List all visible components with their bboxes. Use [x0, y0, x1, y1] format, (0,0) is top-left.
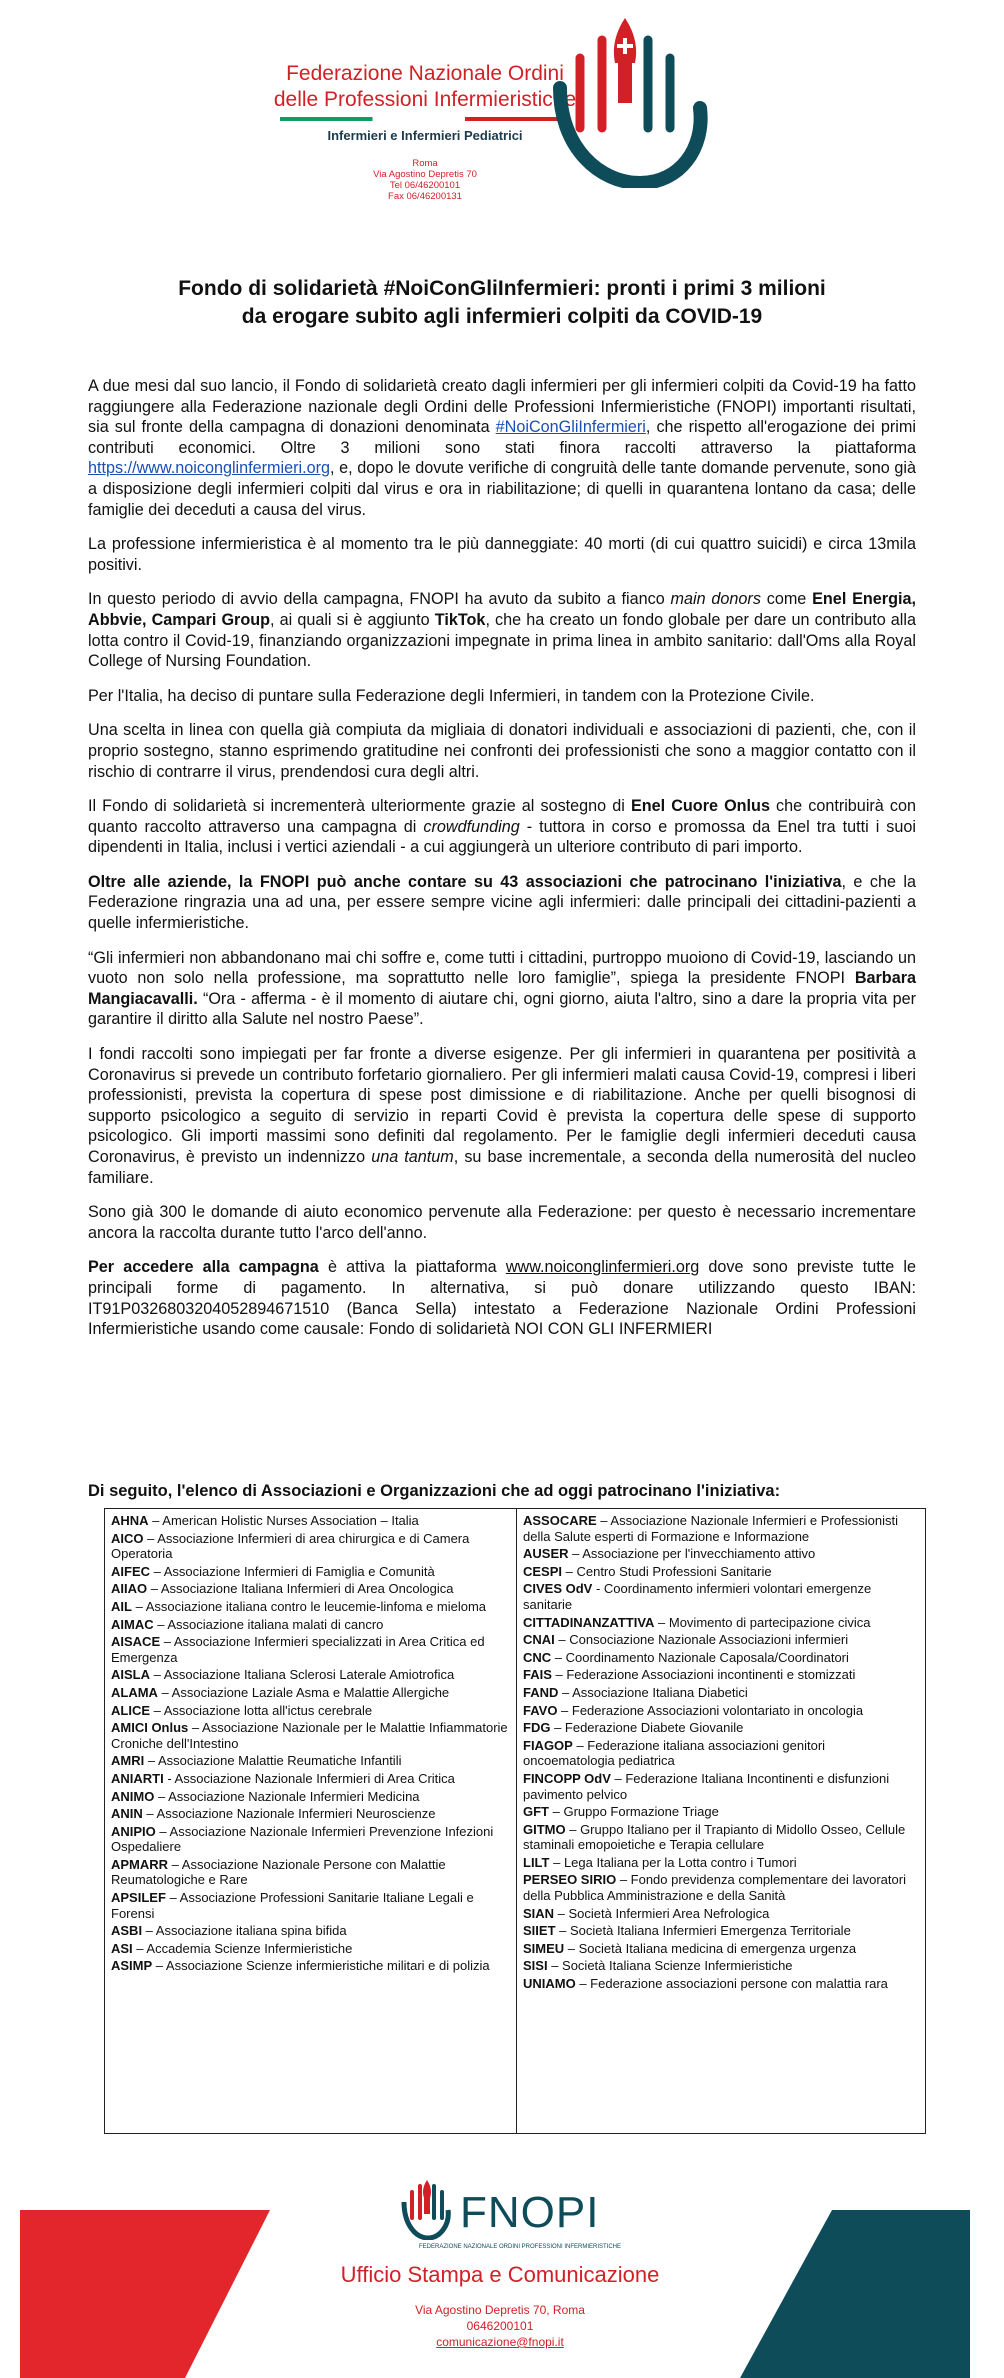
association-abbr: UNIAMO — [523, 1976, 576, 1992]
association-abbr: CNC — [523, 1649, 552, 1665]
associations-right-column — [517, 1509, 925, 2133]
association-entry — [523, 1720, 919, 1736]
text: In questo periodo di avvio della campagna, FNOPI ha avuto da subito a fianco — [88, 590, 671, 609]
association-entry — [111, 1531, 510, 1562]
footer-email[interactable]: comunicazione@fnopi.it — [436, 2335, 564, 2349]
association-entry — [111, 1890, 510, 1921]
association-entry — [523, 1581, 919, 1612]
association-entry — [523, 1546, 919, 1562]
association-name: – Federazione Associazioni volontariato in oncologia — [557, 1702, 864, 1718]
association-abbr: ASSOCARE — [523, 1513, 597, 1528]
org-subtitle: Infermieri e Infermieri Pediatrici — [327, 128, 523, 143]
association-name: – Associazione italiana spina bifida — [142, 1923, 347, 1939]
association-name: – Associazione Professioni Sanitarie Italiane Legali e Forensi — [111, 1890, 474, 1921]
address-street: Via Agostino Depretis 70 — [373, 169, 477, 180]
association-entry — [111, 1599, 510, 1615]
association-entry — [523, 1906, 919, 1922]
title-line1: Fondo di solidarietà #NoiConGliInfermieri: pronti i primi 3 milioni — [178, 277, 826, 300]
association-name: – Associazione Nazionale Infermieri Neuroscienze — [142, 1806, 436, 1822]
association-entry — [523, 1976, 919, 1992]
association-abbr: AISACE — [111, 1634, 161, 1650]
paragraph-11 — [88, 1257, 916, 1339]
association-name: – Federazione italiana associazioni genitori oncoematologia pediatrica — [523, 1737, 826, 1769]
paragraph-8 — [88, 948, 916, 1030]
association-entry — [111, 1581, 510, 1597]
association-entry — [523, 1923, 919, 1939]
text: , che rispetto all'erogazione dei primi contributi economici. Oltre 3 milioni sono stati finora raccolti attraverso la piattaforma — [88, 418, 916, 457]
tricolor-divider — [280, 117, 560, 121]
association-name: – Associazione Nazionale per le Malattie Infiammatorie Croniche dell'Intestino — [111, 1720, 508, 1751]
footer-address: Via Agostino Depretis 70, Roma — [415, 2303, 585, 2317]
press-release-body — [88, 376, 916, 1354]
association-abbr: AIIAO — [111, 1581, 148, 1597]
association-abbr: CESPI — [523, 1563, 563, 1579]
association-name: – Federazione Diabete Giovanile — [550, 1720, 744, 1736]
association-abbr: ALICE — [111, 1702, 150, 1718]
association-abbr: AICO — [111, 1530, 144, 1546]
association-abbr: AMRI — [111, 1753, 145, 1769]
press-office: Ufficio Stampa e Comunicazione — [340, 2262, 660, 2287]
title-line2: da erogare subito agli infermieri colpiti da COVID-19 — [241, 305, 763, 328]
association-name: – Associazione Infermieri di area chirurgica e di Camera Operatoria — [111, 1530, 470, 1562]
text: , che ha creato un fondo globale per dare un contributo alla lotta contro il Covid-19, finanziando organizzazioni impegnate in prima linea in ambito sanitario: dall'Oms alla Royal College of Nursing Foundation. — [88, 610, 917, 671]
association-entry — [523, 1738, 919, 1769]
association-name: – Accademia Scienze Infermieristiche — [132, 1940, 353, 1956]
enel-cuore: Enel Cuore Onlus — [630, 797, 770, 816]
president-name: Barbara Mangiacavalli. — [88, 969, 916, 1008]
footer — [0, 2150, 1004, 2378]
association-name: – Associazione Infermieri di Famiglia e Comunità — [150, 1563, 435, 1579]
association-entry — [523, 1822, 919, 1853]
associations-list-title: Di seguito, l'elenco di Associazioni e Organizzazioni che ad oggi patrocinano l'iniziativa: — [88, 1482, 781, 1500]
association-name: – Associazione Italiana Infermieri di Area Oncologica — [147, 1581, 454, 1597]
association-entry — [523, 1650, 919, 1666]
text: , e che la Federazione ringrazia una ad una, per essere sempre vicine agli infermieri: dalle principali dei cittadini-pazienti a quelle infermieristiche. — [88, 872, 916, 933]
association-abbr: ANIMO — [111, 1788, 155, 1804]
association-abbr: AHNA — [111, 1513, 149, 1528]
association-name: – Associazione Malattie Reumatiche Infantili — [144, 1753, 402, 1769]
association-name: – Associazione Scienze infermieristiche militari e di polizia — [152, 1958, 490, 1974]
association-abbr: ASI — [111, 1940, 133, 1956]
association-abbr: AUSER — [523, 1546, 569, 1562]
association-name: – Associazione italiana contro le leucemie-linfoma e mieloma — [131, 1598, 487, 1614]
association-name: – Gruppo Formazione Triage — [549, 1804, 719, 1820]
association-name: – Movimento di partecipazione civica — [654, 1614, 871, 1630]
association-abbr: SISI — [523, 1958, 548, 1974]
association-entry — [111, 1941, 510, 1957]
org-name-line2: delle Professioni Infermieristiche — [273, 88, 577, 111]
association-name: – Centro Studi Professioni Sanitarie — [562, 1563, 772, 1579]
association-name: – Società Infermieri Area Nefrologica — [554, 1905, 770, 1921]
emphasis: crowdfunding — [423, 817, 520, 836]
association-entry — [523, 1513, 919, 1544]
text: “Gli infermieri non abbandonano mai chi soffre e, come tutti i cittadini, purtroppo muoiono di Covid-19, lasciando un vuoto non solo nella professione, ma soprattutto nelle loro famiglie”, spiega la presidente FNOPI — [88, 948, 916, 988]
text: , ai quali si è aggiunto — [270, 610, 435, 629]
association-entry — [111, 1824, 510, 1855]
association-abbr: FAND — [523, 1684, 559, 1700]
association-entry — [111, 1667, 510, 1683]
letterhead — [0, 0, 1004, 230]
association-name: – Associazione Laziale Asma e Malattie Allergiche — [157, 1684, 450, 1700]
association-entry — [523, 1703, 919, 1719]
association-abbr: AIMAC — [111, 1616, 154, 1632]
association-abbr: AIL — [111, 1598, 132, 1614]
association-abbr: FINCOPP OdV — [523, 1770, 611, 1786]
association-name: – Federazione associazioni persone con malattia rara — [575, 1976, 888, 1992]
text: dove sono previste tutte le principali forme di pagamento. In alternativa, si può donare utilizzando questo IBAN: IT91P0326803204052894671510 (Banca Sella) intestato a Federazione Nazionale Ordini Professioni Infermieristiche usando come causale: Fondo di solidarietà NOI CON GLI INFERMIERI — [88, 1258, 916, 1339]
association-abbr: ANIPIO — [111, 1823, 156, 1839]
associations-table — [104, 1508, 926, 2134]
association-abbr: FDG — [523, 1720, 551, 1736]
association-abbr: APSILEF — [111, 1890, 166, 1906]
hashtag-link[interactable]: #NoiConGliInfermieri — [495, 418, 646, 437]
association-abbr: AIFEC — [111, 1563, 150, 1579]
association-entry — [523, 1941, 919, 1957]
association-abbr: CNAI — [523, 1632, 555, 1648]
association-abbr: GITMO — [523, 1821, 566, 1837]
association-abbr: ALAMA — [111, 1684, 158, 1700]
association-name: – Associazione italiana malati di cancro — [153, 1616, 384, 1632]
association-abbr: SIIET — [523, 1923, 556, 1939]
text: che contribuirà con quanto raccolto attraverso una campagna di — [88, 797, 916, 836]
platform-link[interactable]: https://www.noiconglinfermieri.org — [88, 459, 331, 478]
association-name: – Associazione per l'invecchiamento attivo — [568, 1546, 816, 1562]
association-abbr: AISLA — [111, 1667, 150, 1683]
association-name: – Società Italiana Scienze Infermieristiche — [547, 1958, 793, 1974]
text: “Ora - afferma - è il momento di aiutare chi, ogni giorno, aiuta l'altro, sino a dare la propria vita per garantire il diritto alla Salute nel nostro Paese”. — [88, 989, 916, 1029]
teal-stripe — [740, 2210, 970, 2378]
text: A due mesi dal suo lancio, il Fondo di solidarietà creato dagli infermieri per gli infermieri colpiti da Covid-19 ha fatto raggiungere alla Federazione nazionale degli Ordini delle Professioni Infermieristiche (FNOPI) importanti risultati, sia sul fronte della campagna di donazioni denominata — [88, 377, 916, 437]
association-entry — [523, 1771, 919, 1802]
campaign-access: Per accedere alla campagna — [88, 1258, 319, 1277]
donor-tiktok: TikTok — [434, 610, 486, 629]
association-abbr: ASBI — [111, 1923, 143, 1939]
association-abbr: LILT — [523, 1854, 550, 1870]
association-name: – Coordinamento Nazionale Caposala/Coordinatori — [551, 1649, 849, 1665]
association-name: – Federazione Associazioni incontinenti e stomizzati — [551, 1667, 856, 1683]
fnopi-tagline: FEDERAZIONE NAZIONALE ORDINI PROFESSIONI INFERMIERISTICHE — [418, 2244, 622, 2250]
paragraph-3 — [88, 589, 916, 671]
paragraph-6 — [88, 796, 916, 858]
paragraph-1 — [88, 376, 916, 520]
address-tel: Tel 06/46200101 — [389, 180, 461, 191]
association-abbr: ASIMP — [111, 1958, 153, 1974]
campaign-link[interactable]: www.noiconglinfermieri.org — [505, 1258, 700, 1277]
emphasis: una tantum — [371, 1148, 454, 1166]
association-entry — [111, 1923, 510, 1939]
press-office-contacts — [360, 2302, 640, 2350]
association-entry — [111, 1634, 510, 1665]
association-entry — [111, 1806, 510, 1822]
text: I fondi raccolti sono impiegati per far fronte a diverse esigenze. Per gli infermieri in quarantena per positività a Coronavirus si prevede un contributo forfetario giornaliero. Per gli infermieri malati causa Covid-19, compresi i liberi professionisti, prevista la copertura di spese post dimissione e di riabilitazione. Anche per quelli bisognosi di supporto psicologico a seguito di servizio in reparti Covid è prevista la copertura delle spese di supporto psicologico. Gli importi massimi sono definiti dal regolamento. Per le famiglie degli infermieri deceduti causa Coronavirus, è previsto un indennizzo — [88, 1045, 916, 1166]
association-abbr: FAIS — [523, 1667, 552, 1683]
association-entry — [523, 1804, 919, 1820]
association-abbr: ANIN — [111, 1806, 143, 1822]
association-entry — [523, 1872, 919, 1903]
association-entry — [523, 1564, 919, 1580]
press-release-title — [90, 275, 914, 331]
association-entry — [523, 1958, 919, 1974]
paragraph-4: Per l'Italia, ha deciso di puntare sulla Federazione degli Infermieri, in tandem con la Protezione Civile. — [88, 686, 815, 705]
association-abbr: SIMEU — [523, 1940, 565, 1956]
paragraph-2: La professione infermieristica è al momento tra le più danneggiate: 40 morti (di cui quattro suicidi) e circa 13mila positivi. — [88, 535, 916, 574]
association-abbr: PERSEO SIRIO — [523, 1872, 617, 1888]
association-name: – Associazione Infermieri specializzati in Area Critica ed Emergenza — [111, 1634, 485, 1665]
association-abbr: APMARR — [111, 1856, 169, 1872]
fnopi-logo-icon — [398, 2180, 452, 2240]
association-abbr: CIVES OdV — [523, 1581, 593, 1597]
association-entry — [111, 1789, 510, 1805]
text: Il Fondo di solidarietà si incrementerà ulteriormente grazie al sostegno di — [88, 797, 631, 816]
association-abbr: ANIARTI — [111, 1770, 164, 1786]
association-entry — [111, 1857, 510, 1888]
association-name: – Società Italiana Infermieri Emergenza Territoriale — [555, 1923, 851, 1939]
text: , e, dopo le dovute verifiche di congruità delle tante domande pervenute, sono già a disposizione degli infermieri colpiti dal virus e ora in riabilitazione; di quelli in quarantena lontano da casa; delle famiglie dei deceduti a causa del virus. — [88, 459, 916, 519]
association-abbr: AMICI Onlus — [111, 1720, 189, 1736]
text: è attiva la piattaforma — [318, 1258, 506, 1277]
paragraph-7 — [88, 872, 916, 934]
association-name: – Consociazione Nazionale Associazioni infermieri — [554, 1632, 849, 1648]
association-abbr: GFT — [523, 1804, 549, 1820]
footer-phone: 0646200101 — [466, 2319, 534, 2333]
association-entry — [111, 1564, 510, 1580]
red-stripe — [20, 2210, 270, 2378]
association-entry — [111, 1958, 510, 1974]
association-name: – Federazione Italiana Incontinenti e disfunzioni pavimento pelvico — [523, 1770, 890, 1802]
association-name: – Associazione Nazionale Infermieri e Professionisti della Salute esperti di Formazione e Informazione — [523, 1513, 898, 1544]
address-city: Roma — [412, 158, 438, 169]
org-address — [320, 158, 530, 202]
association-abbr: FIAGOP — [523, 1737, 573, 1753]
association-name: – Associazione Italiana Diabetici — [558, 1684, 748, 1700]
association-entry — [523, 1632, 919, 1648]
association-entry — [523, 1667, 919, 1683]
fnopi-hands-logo — [540, 18, 710, 188]
org-name-line1: Federazione Nazionale Ordini — [286, 62, 564, 85]
association-abbr: CITTADINANZATTIVA — [523, 1614, 655, 1630]
association-name: – Lega Italiana per la Lotta contro i Tumori — [549, 1854, 797, 1870]
association-entry — [111, 1771, 510, 1787]
association-abbr: FAVO — [523, 1702, 558, 1718]
associations-left-column — [105, 1509, 517, 2133]
association-name: – Associazione Nazionale Infermieri Medicina — [154, 1788, 420, 1804]
association-name: - Associazione Nazionale Infermieri di Area Critica — [163, 1770, 455, 1786]
associations-count: Oltre alle aziende, la FNOPI può anche contare su 43 associazioni che patrocinano l'iniziativa — [88, 872, 842, 891]
association-name: – Associazione Nazionale Infermieri Prevenzione Infezioni Ospedaliere — [111, 1823, 494, 1855]
paragraph-5: Una scelta in linea con quella già compiuta da migliaia di donatori individuali e associazioni di pazienti, che, con il proprio sostegno, stanno esprimendo gratitudine nei confronti dei professionisti che sono a maggior contatto con il rischio di contrarre il virus, prendendosi cura degli altri. — [88, 721, 916, 781]
association-entry — [111, 1720, 510, 1751]
association-entry — [111, 1685, 510, 1701]
address-fax: Fax 06/46200131 — [388, 191, 462, 202]
association-name: – American Holistic Nurses Association – Italia — [148, 1513, 419, 1528]
association-entry — [523, 1855, 919, 1871]
association-name: – Associazione Italiana Sclerosi Laterale Amiotrofica — [150, 1667, 455, 1683]
association-name: – Società Italiana medicina di emergenza urgenza — [564, 1940, 857, 1956]
association-entry — [523, 1685, 919, 1701]
association-name: - Coordinamento infermieri volontari emergenze sanitarie — [523, 1581, 872, 1612]
association-name: – Associazione Nazionale Persone con Malattie Reumatologiche e Rare — [111, 1856, 446, 1888]
paragraph-9 — [88, 1044, 916, 1188]
text: , su base incrementale, a seconda della numerosità del nucleo familiare. — [88, 1148, 916, 1187]
association-entry — [111, 1513, 510, 1529]
association-entry — [523, 1615, 919, 1631]
association-entry — [111, 1703, 510, 1719]
text: - tuttora in corso e promossa da Enel tra tutti i suoi dipendenti in Italia, inclusi i vertici aziendali - a cui aggiungerà un ulteriore contributo di pari importo. — [88, 817, 916, 857]
association-abbr: SIAN — [523, 1905, 555, 1921]
donors-names: Enel Energia, Abbvie, Campari Group — [88, 590, 916, 629]
association-name: – Fondo previdenza complementare dei lavoratori della Pubblica Amministrazione e della Sanità — [523, 1872, 906, 1904]
emphasis: main donors — [670, 590, 761, 609]
association-entry — [111, 1617, 510, 1633]
association-name: – Associazione lotta all'ictus cerebrale — [150, 1702, 373, 1718]
association-entry — [111, 1753, 510, 1769]
fnopi-brand: FNOPI — [460, 2188, 600, 2237]
paragraph-10: Sono già 300 le domande di aiuto economico pervenute alla Federazione: per questo è necessario incrementare ancora la raccolta durante tutto l'arco dell'anno. — [88, 1203, 916, 1242]
text: come — [760, 590, 813, 609]
association-name: – Gruppo Italiano per il Trapianto di Midollo Osseo, Cellule staminali emopoietiche e Terapia cellulare — [523, 1821, 906, 1853]
